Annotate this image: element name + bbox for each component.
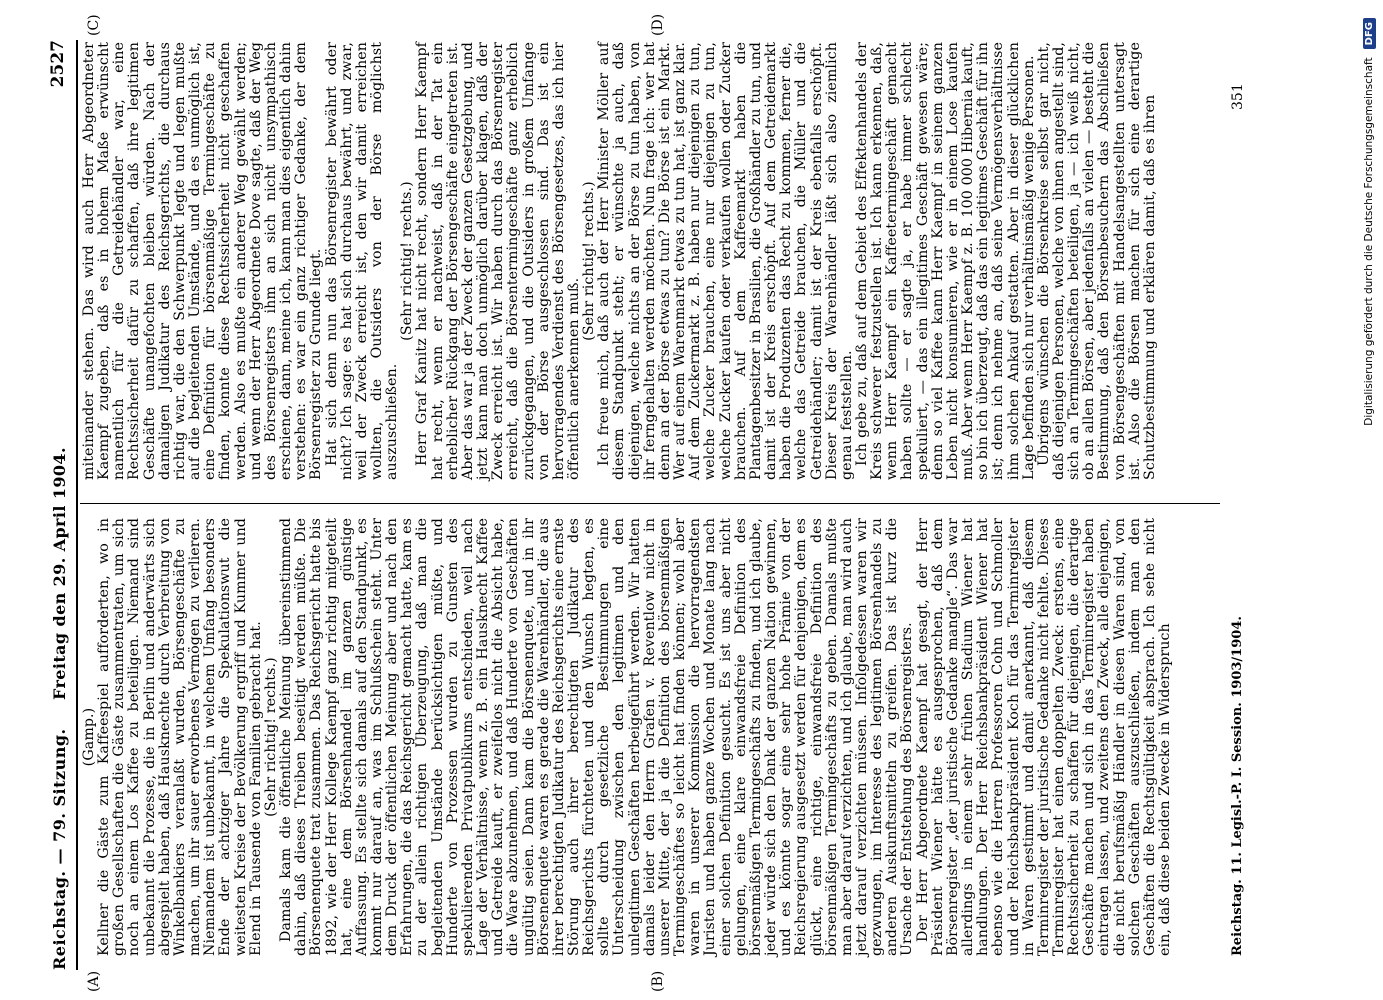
column-divider bbox=[80, 503, 1220, 504]
paragraph: Kellner die Gäste zum Kaffeespiel aufforderten, wo in großen Gesellschaften die Gäste zusammentraten, um sich noch an einem Los Kaffee zu beteiligen. Niemand sind unbekannt die Prozesse, die in Berlin und anderwärts sich abgespielt haben, daß Hausknechte durch Verbreitung von Winkelbankiers veranlaßt wurden, Börsengeschäfte zu machen, um ihr sauer erworbenes Vermögen zu verlieren. Niemandem ist unbekannt, in welchem Umfang besonders Ende der achtziger Jahre die Spekulationswut die weitesten Kreise der Bevölkerung ergriff und Kummer und Elend in Tausende von Familien gebracht hat. bbox=[96, 518, 264, 956]
interjection: (Sehr richtig! rechts.) bbox=[399, 181, 416, 341]
signature-number: 351 bbox=[1230, 83, 1246, 110]
page-header bbox=[48, 40, 74, 970]
dfg-logo: DFG bbox=[1363, 18, 1376, 49]
paragraph: miteinander stehen. Das wird auch Herr Abgeordneter Kaempf zugeben, daß es in hohem Maße erwünscht namentlich für die Getreidehändler war, eine Rechtssicherheit dafür zu schaffen, daß ihre legitimen Geschäfte unangefochten bleiben würden. Nach der damaligen Judikatur des Reichsgerichts, die durchaus richtig war, die den Schwerpunkt legte und legen mußte auf die begleitenden Umstände, und da es unmöglich ist, eine Definition für börsenmäßige Termingeschäfte zu finden, konnte diese Rechtssicherheit nicht geschaffen werden. Also es mußte ein anderer Weg gewählt werden; und wenn der Herr Abgeordnete Dove sagte, daß der Weg des Börsenregisters ihm an sich nicht unsympathisch erschiene, dann, meine ich, kann man dies eigentlich dahin verstehen: es war ein ganz richtiger Gedanke, der dem Börsenregister zu Grunde liegt. bbox=[81, 42, 325, 480]
paragraph: Damals kam die öffentliche Meinung übereinstimmend dahin, daß dieses Treiben beseitigt werden müßte. Die Börsenenquete trat zusammen. Das Reichsgericht hatte bis 1892, wie der Herr Kollege Kaempf ganz richtig mitgeteilt hat, eine dem Börsenhandel im ganzen günstige Auffassung. Es stellte sich damals auf den Standpunkt, es kommt nur darauf an, was im Schlußschein steht. Unter dem Druck der öffentlichen Meinung aber und nach den Erfahrungen, die das Reichsgericht gemacht hatte, kam es zu der allein richtigen Überzeugung, daß man die begleitenden Umstände berücksichtigen müßte, und Hunderte von Prozessen wurden zu Gunsten des spekulierenden Privatpublikums entschieden, weil nach Lage der Verhältnisse, wenn z. B. ein Hausknecht Kaffee und Getreide kauft, er zweifellos nicht die Absicht habe, die Ware abzunehmen, und daß Hunderte von Geschäften ungültig seien. Dann kam die Börsenenquete, und in ihr Börsenenquete waren es gerade die Warenhändler, die aus ihrer berechtigten Judikatur des Reichsgerichts eine ernste Störung auch ihrer berechtigten Judikatur des Reichsgerichts fürchteten und den Wunsch hegten, es sollte durch gesetzliche Bestimmungen eine Unterscheidung zwischen den legitimen und den unlegitimen Geschäften herbeigeführt werden. Wir hatten damals leider den Herrn Grafen v. Reventlow nicht in unserer Mitte, der ja die Definition des börsenmäßigen Termingeschäftes so leicht hat finden können; wohl aber waren in unserer Kommission die hervorragendsten Juristen und haben ganze Wochen und Monate lang nach einer solchen Definition gesucht. Es ist uns aber nicht gelungen, eine klare einwandsfreie Definition des börsenmäßigen Termingeschäfts zu finden, und ich glaube, jeder würde sich den Dank der ganzen Nation gewinnen, und es könnte sogar eine sehr hohe Prämie von der Reichsregierung ausgesetzt werden für denjenigen, dem es glückt, eine richtige, einwandsfreie Definition des börsenmäßigen Termingeschäfts zu geben. Damals mußte man aber darauf verzichten, und ich glaube, man wird auch jetzt darauf verzichten müssen. Infolgedessen waren wir gezwungen, im Interesse des legitimen Börsenhandels zu anderen Auskunftsmitteln zu greifen. Das ist kurz die Ursache der Entstehung des Börsenregisters. bbox=[278, 518, 916, 956]
header-date: Freitag den 29. April 1904. bbox=[50, 447, 69, 700]
page-footer: Reichstag. 11. Legisl.-P. I. Session. 1903/1904. bbox=[1230, 616, 1245, 956]
paragraph: Übrigens wünschen die Börsenkreise selbst gar nicht, daß diejenigen Personen, welche von ihnen angestellt sind, sich an Termingeschäften beteiligen, ja — ich weiß nicht, ob an allen Börsen, aber jedenfalls an vielen — besteht die Bestimmung, daß den Börsenbesuchern das Abschließen von Börsengeschäften mit Handelsangestellten untersagt ist. Also die Börsen machen für sich eine derartige Schutzbestimmung und erklären damit, daß es ihren bbox=[1035, 42, 1158, 480]
speaker-tag: (Gamp.) bbox=[81, 707, 97, 767]
left-column bbox=[82, 518, 1173, 956]
margin-mark-b: (B) bbox=[650, 970, 666, 992]
right-column bbox=[82, 42, 1158, 480]
margin-mark-d: (D) bbox=[650, 13, 666, 36]
paragraph: Herr Graf Kanitz hat nicht recht, sondern Herr Kaempf hat recht, wenn er nachweist, daß in der Tat ein erheblicher Rückgang der Börsengeschäfte eingetreten ist. Aber das war ja der Zweck der ganzen Gesetzgebung, und jetzt kann man doch unmöglich darüber klagen, daß der Zweck erreicht ist. Wir haben durch das Börsenregister erreicht, daß die Börsentermingeschäfte ganz erheblich zurückgegangen, und die Outsiders in großem Umfange von der Börse ausgeschlossen sind. Das ist ein hervorragendes Verdienst des Börsengesetzes, das ich hier öffentlich anerkennen muß. bbox=[414, 42, 582, 480]
page-number: 2527 bbox=[48, 40, 68, 88]
margin-mark-c: (C) bbox=[86, 14, 102, 36]
paragraph: Hat sich denn nun das Börsenregister bewährt oder nicht? Ich sage: es hat sich durchaus bewährt, und zwar, weil der Zweck erreicht ist, den wir damit erreichen wollten, die Outsiders von der Börse möglichst auszuschließen. bbox=[323, 42, 401, 480]
interjection: (Sehr richtig! rechts.) bbox=[262, 657, 279, 817]
header-session: Reichstag. — 79. Sitzung. bbox=[50, 728, 69, 970]
scan-credit-text: Digitalisierung gefördert durch die Deutsche Forschungsgemeinschaft bbox=[1363, 57, 1375, 426]
scan-credit-strip bbox=[1355, 0, 1383, 1000]
header-rule bbox=[76, 40, 78, 970]
interjection: (Sehr richtig! rechts.) bbox=[581, 181, 598, 341]
paragraph: Ich gebe zu, daß auf dem Gebiet des Effektenhandels der Kreis schwerer festzustellen ist. Ich kann erkennen, daß, wenn Herr Kaempf ein Kaffeetermingeschäft gemacht haben sollte — er sagte ja, er habe immer schlecht spekuliert, — das ein illegitimes Geschäft gewesen wäre; denn so viel Kaffee kann Herr Kaempf in seinem ganzen Leben nicht konsumieren, wie er in einem Lose kaufen muß. Aber wenn Herr Kaempf z. B. 100 000 Hibernia kauft, so bin ich überzeugt, daß das ein legitimes Geschäft für ihn ist; denn ich nehme an, daß seine Vermögensverhältnisse ihm solchen Ankauf gestatten. Aber in dieser glücklichen Lage befinden sich nur verhältnismäßig wenige Personen. bbox=[853, 42, 1037, 480]
paragraph: Der Herr Abgeordnete Kaempf hat gesagt, der Herr Präsident Wiener hätte es ausgesprochen, daß dem Börsenregister „der juristische Gedanke mangle“. Das war allerdings in einem sehr frühen Stadium Wiener hat handlungen. Der Herr Reichsbankpräsident Wiener hat ebenso wie die Herren Professoren Cohn und Schmoller und der Reichsbankpräsident Koch für das Terminregister in Waren gestimmt und damit anerkannt, daß diesem Terminregister der juristische Gedanke nicht fehlte. Dieses Terminregister hat einen doppelten Zweck: erstens, eine Rechtssicherheit zu schaffen für diejenigen, die derartige Geschäfte machen und sich in das Terminregister haben eintragen lassen, und zweitens den Zweck, alle diejenigen, die nicht berufsmäßig Händler in diesen Waren sind, von solchen Geschäften auszuschließen, indem man den Geschäften die Rechtsgültigkeit absprach. Ich sehe nicht ein, daß diese beiden Zwecke in Widerspruch bbox=[914, 518, 1174, 956]
paragraph: Ich freue mich, daß auch der Herr Minister Möller auf diesem Standpunkt steht; er wünschte ja auch, daß diejenigen, welche nichts an der Börse zu tun haben, von ihr ferngehalten werden möchten. Nun frage ich: wer hat denn an der Börse etwas zu tun? Die Börse ist ein Markt. Wer auf einem Warenmarkt etwas zu tun hat, ist ganz klar. Auf dem Zuckermarkt z. B. haben nur diejenigen zu tun, welche Zucker brauchen, eine nur diejenigen zu tun, welche Zucker kaufen oder verkaufen wollen oder Zucker brauchen. Auf dem Kaffeemarkt haben die Plantagenbesitzer in Brasilien, die Großhändler zu tun, und damit ist der Kreis erschöpft. Auf dem Getreidemarkt haben die Produzenten das Recht zu kommen, ferner die, welche das Getreide brauchen, die Müller und die Getreidehändler; damit ist der Kreis ebenfalls erschöpft. Dieser Kreis der Warenhändler läßt sich also ziemlich genau feststellen. bbox=[596, 42, 855, 480]
margin-mark-a: (A) bbox=[86, 970, 102, 992]
